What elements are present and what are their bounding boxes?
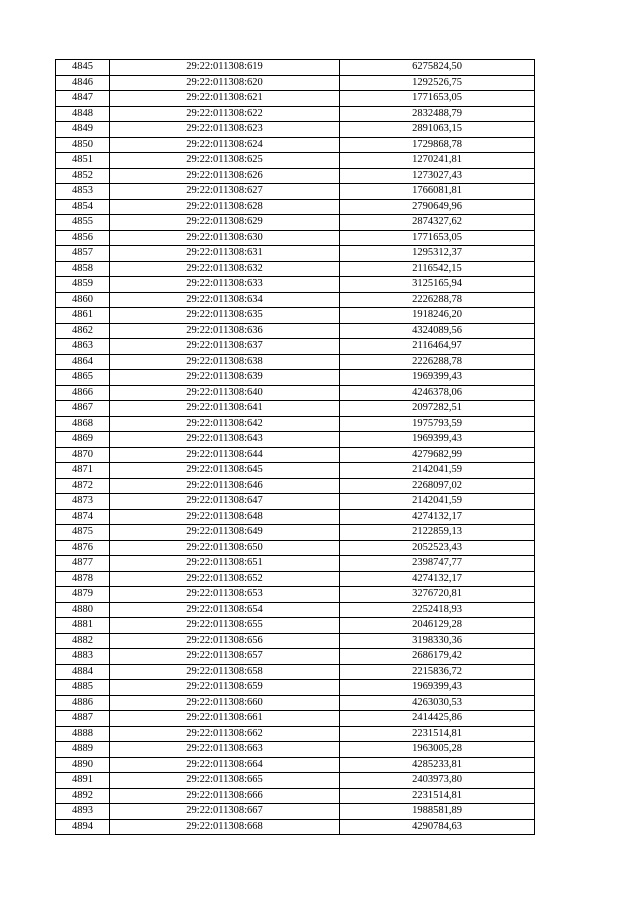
row-number-cell: 4877 bbox=[56, 556, 110, 572]
row-number-cell: 4894 bbox=[56, 819, 110, 835]
table-row bbox=[56, 494, 535, 510]
cadastral-value-cell: 4285233,81 bbox=[340, 757, 535, 773]
cadastral-value-cell: 2832488,79 bbox=[340, 106, 535, 122]
cadastral-number-cell: 29:22:011308:627 bbox=[110, 184, 340, 200]
cadastral-number-cell: 29:22:011308:644 bbox=[110, 447, 340, 463]
cadastral-number-cell: 29:22:011308:666 bbox=[110, 788, 340, 804]
row-number-cell: 4861 bbox=[56, 308, 110, 324]
table-row bbox=[56, 726, 535, 742]
table-row bbox=[56, 525, 535, 541]
row-number-cell: 4885 bbox=[56, 680, 110, 696]
cadastral-value-cell: 2226288,78 bbox=[340, 292, 535, 308]
table-row bbox=[56, 416, 535, 432]
cadastral-value-cell: 4274132,17 bbox=[340, 509, 535, 525]
cadastral-value-cell: 2874327,62 bbox=[340, 215, 535, 231]
table-row bbox=[56, 246, 535, 262]
cadastral-number-cell: 29:22:011308:626 bbox=[110, 168, 340, 184]
row-number-cell: 4873 bbox=[56, 494, 110, 510]
cadastral-number-cell: 29:22:011308:643 bbox=[110, 432, 340, 448]
table-row bbox=[56, 60, 535, 76]
table-body bbox=[56, 60, 535, 835]
cadastral-number-cell: 29:22:011308:619 bbox=[110, 60, 340, 76]
cadastral-value-cell: 1729868,78 bbox=[340, 137, 535, 153]
cadastral-value-cell: 2414425,86 bbox=[340, 711, 535, 727]
cadastral-number-cell: 29:22:011308:637 bbox=[110, 339, 340, 355]
table-row bbox=[56, 308, 535, 324]
cadastral-value-cell: 1988581,89 bbox=[340, 804, 535, 820]
table-row bbox=[56, 261, 535, 277]
cadastral-value-cell: 2142041,59 bbox=[340, 494, 535, 510]
cadastral-number-cell: 29:22:011308:656 bbox=[110, 633, 340, 649]
cadastral-number-cell: 29:22:011308:654 bbox=[110, 602, 340, 618]
cadastral-value-cell: 2116542,15 bbox=[340, 261, 535, 277]
cadastral-number-cell: 29:22:011308:647 bbox=[110, 494, 340, 510]
cadastral-value-cell: 2142041,59 bbox=[340, 463, 535, 479]
cadastral-number-cell: 29:22:011308:630 bbox=[110, 230, 340, 246]
cadastral-value-cell: 2252418,93 bbox=[340, 602, 535, 618]
table-row bbox=[56, 230, 535, 246]
table-row bbox=[56, 137, 535, 153]
row-number-cell: 4880 bbox=[56, 602, 110, 618]
cadastral-number-cell: 29:22:011308:642 bbox=[110, 416, 340, 432]
cadastral-value-cell: 1918246,20 bbox=[340, 308, 535, 324]
cadastral-value-cell: 2231514,81 bbox=[340, 788, 535, 804]
cadastral-number-cell: 29:22:011308:635 bbox=[110, 308, 340, 324]
table-row bbox=[56, 819, 535, 835]
table-row bbox=[56, 711, 535, 727]
table-row bbox=[56, 602, 535, 618]
row-number-cell: 4879 bbox=[56, 587, 110, 603]
cadastral-value-cell: 2046129,28 bbox=[340, 618, 535, 634]
table-row bbox=[56, 773, 535, 789]
row-number-cell: 4847 bbox=[56, 91, 110, 107]
table-row bbox=[56, 215, 535, 231]
cadastral-number-cell: 29:22:011308:660 bbox=[110, 695, 340, 711]
row-number-cell: 4867 bbox=[56, 401, 110, 417]
cadastral-number-cell: 29:22:011308:659 bbox=[110, 680, 340, 696]
cadastral-number-cell: 29:22:011308:648 bbox=[110, 509, 340, 525]
cadastral-value-cell: 4263030,53 bbox=[340, 695, 535, 711]
row-number-cell: 4858 bbox=[56, 261, 110, 277]
cadastral-number-cell: 29:22:011308:662 bbox=[110, 726, 340, 742]
cadastral-value-cell: 2268097,02 bbox=[340, 478, 535, 494]
cadastral-number-cell: 29:22:011308:625 bbox=[110, 153, 340, 169]
cadastral-number-cell: 29:22:011308:651 bbox=[110, 556, 340, 572]
cadastral-value-cell: 1969399,43 bbox=[340, 432, 535, 448]
table-row bbox=[56, 91, 535, 107]
cadastral-value-cell: 2226288,78 bbox=[340, 354, 535, 370]
cadastral-number-cell: 29:22:011308:623 bbox=[110, 122, 340, 138]
table-row bbox=[56, 509, 535, 525]
row-number-cell: 4859 bbox=[56, 277, 110, 293]
table-row bbox=[56, 804, 535, 820]
table-row bbox=[56, 649, 535, 665]
row-number-cell: 4893 bbox=[56, 804, 110, 820]
table-row bbox=[56, 463, 535, 479]
row-number-cell: 4886 bbox=[56, 695, 110, 711]
cadastral-number-cell: 29:22:011308:636 bbox=[110, 323, 340, 339]
cadastral-number-cell: 29:22:011308:632 bbox=[110, 261, 340, 277]
table-row bbox=[56, 447, 535, 463]
row-number-cell: 4884 bbox=[56, 664, 110, 680]
row-number-cell: 4860 bbox=[56, 292, 110, 308]
row-number-cell: 4871 bbox=[56, 463, 110, 479]
cadastral-number-cell: 29:22:011308:622 bbox=[110, 106, 340, 122]
cadastral-number-cell: 29:22:011308:640 bbox=[110, 385, 340, 401]
row-number-cell: 4862 bbox=[56, 323, 110, 339]
table-row bbox=[56, 370, 535, 386]
cadastral-value-cell: 2686179,42 bbox=[340, 649, 535, 665]
cadastral-value-cell: 6275824,50 bbox=[340, 60, 535, 76]
cadastral-number-cell: 29:22:011308:657 bbox=[110, 649, 340, 665]
table-row bbox=[56, 571, 535, 587]
row-number-cell: 4868 bbox=[56, 416, 110, 432]
row-number-cell: 4865 bbox=[56, 370, 110, 386]
cadastral-number-cell: 29:22:011308:655 bbox=[110, 618, 340, 634]
cadastral-value-cell: 1969399,43 bbox=[340, 370, 535, 386]
row-number-cell: 4889 bbox=[56, 742, 110, 758]
cadastral-value-cell: 1273027,43 bbox=[340, 168, 535, 184]
row-number-cell: 4864 bbox=[56, 354, 110, 370]
cadastral-number-cell: 29:22:011308:628 bbox=[110, 199, 340, 215]
cadastral-number-cell: 29:22:011308:646 bbox=[110, 478, 340, 494]
cadastral-number-cell: 29:22:011308:652 bbox=[110, 571, 340, 587]
table-row bbox=[56, 75, 535, 91]
row-number-cell: 4890 bbox=[56, 757, 110, 773]
row-number-cell: 4849 bbox=[56, 122, 110, 138]
table-row bbox=[56, 153, 535, 169]
row-number-cell: 4850 bbox=[56, 137, 110, 153]
cadastral-value-cell: 3125165,94 bbox=[340, 277, 535, 293]
row-number-cell: 4876 bbox=[56, 540, 110, 556]
cadastral-value-cell: 2052523,43 bbox=[340, 540, 535, 556]
table-row bbox=[56, 788, 535, 804]
cadastral-number-cell: 29:22:011308:650 bbox=[110, 540, 340, 556]
table-row bbox=[56, 556, 535, 572]
cadastral-number-cell: 29:22:011308:639 bbox=[110, 370, 340, 386]
cadastral-value-cell: 4274132,17 bbox=[340, 571, 535, 587]
cadastral-number-cell: 29:22:011308:658 bbox=[110, 664, 340, 680]
cadastral-number-cell: 29:22:011308:634 bbox=[110, 292, 340, 308]
table-row bbox=[56, 385, 535, 401]
cadastral-number-cell: 29:22:011308:663 bbox=[110, 742, 340, 758]
table-row bbox=[56, 122, 535, 138]
cadastral-value-cell: 4279682,99 bbox=[340, 447, 535, 463]
cadastral-value-cell: 4324089,56 bbox=[340, 323, 535, 339]
row-number-cell: 4882 bbox=[56, 633, 110, 649]
row-number-cell: 4888 bbox=[56, 726, 110, 742]
row-number-cell: 4891 bbox=[56, 773, 110, 789]
cadastral-value-cell: 2398747,77 bbox=[340, 556, 535, 572]
cadastral-number-cell: 29:22:011308:668 bbox=[110, 819, 340, 835]
row-number-cell: 4872 bbox=[56, 478, 110, 494]
table-row bbox=[56, 664, 535, 680]
cadastral-value-cell: 1292526,75 bbox=[340, 75, 535, 91]
cadastral-value-cell: 1295312,37 bbox=[340, 246, 535, 262]
cadastral-number-cell: 29:22:011308:631 bbox=[110, 246, 340, 262]
cadastral-number-cell: 29:22:011308:620 bbox=[110, 75, 340, 91]
cadastral-value-cell: 4246378,06 bbox=[340, 385, 535, 401]
cadastral-value-cell: 2122859,13 bbox=[340, 525, 535, 541]
cadastral-value-cell: 2891063,15 bbox=[340, 122, 535, 138]
table-row bbox=[56, 323, 535, 339]
table-row bbox=[56, 168, 535, 184]
cadastral-value-cell: 1771653,05 bbox=[340, 230, 535, 246]
row-number-cell: 4846 bbox=[56, 75, 110, 91]
row-number-cell: 4869 bbox=[56, 432, 110, 448]
row-number-cell: 4881 bbox=[56, 618, 110, 634]
cadastral-value-cell: 1766081,81 bbox=[340, 184, 535, 200]
cadastral-number-cell: 29:22:011308:653 bbox=[110, 587, 340, 603]
row-number-cell: 4878 bbox=[56, 571, 110, 587]
table-row bbox=[56, 432, 535, 448]
table-row bbox=[56, 277, 535, 293]
row-number-cell: 4848 bbox=[56, 106, 110, 122]
row-number-cell: 4866 bbox=[56, 385, 110, 401]
cadastral-value-cell: 1270241,81 bbox=[340, 153, 535, 169]
cadastral-value-cell: 1771653,05 bbox=[340, 91, 535, 107]
cadastral-number-cell: 29:22:011308:645 bbox=[110, 463, 340, 479]
cadastral-number-cell: 29:22:011308:661 bbox=[110, 711, 340, 727]
row-number-cell: 4887 bbox=[56, 711, 110, 727]
table-row bbox=[56, 633, 535, 649]
table-row bbox=[56, 478, 535, 494]
cadastral-value-cell: 4290784,63 bbox=[340, 819, 535, 835]
cadastral-value-cell: 2403973,80 bbox=[340, 773, 535, 789]
table-row bbox=[56, 695, 535, 711]
cadastral-value-table bbox=[55, 59, 535, 835]
table-row bbox=[56, 680, 535, 696]
row-number-cell: 4874 bbox=[56, 509, 110, 525]
row-number-cell: 4854 bbox=[56, 199, 110, 215]
cadastral-value-cell: 3276720,81 bbox=[340, 587, 535, 603]
cadastral-number-cell: 29:22:011308:633 bbox=[110, 277, 340, 293]
row-number-cell: 4856 bbox=[56, 230, 110, 246]
cadastral-number-cell: 29:22:011308:649 bbox=[110, 525, 340, 541]
table-row bbox=[56, 401, 535, 417]
row-number-cell: 4852 bbox=[56, 168, 110, 184]
cadastral-number-cell: 29:22:011308:665 bbox=[110, 773, 340, 789]
cadastral-value-cell: 1975793,59 bbox=[340, 416, 535, 432]
table-row bbox=[56, 587, 535, 603]
cadastral-number-cell: 29:22:011308:621 bbox=[110, 91, 340, 107]
row-number-cell: 4883 bbox=[56, 649, 110, 665]
cadastral-value-cell: 1963005,28 bbox=[340, 742, 535, 758]
row-number-cell: 4875 bbox=[56, 525, 110, 541]
cadastral-value-cell: 2790649,96 bbox=[340, 199, 535, 215]
table-row bbox=[56, 184, 535, 200]
cadastral-value-cell: 3198330,36 bbox=[340, 633, 535, 649]
cadastral-number-cell: 29:22:011308:624 bbox=[110, 137, 340, 153]
table-row bbox=[56, 354, 535, 370]
table-row bbox=[56, 757, 535, 773]
cadastral-number-cell: 29:22:011308:629 bbox=[110, 215, 340, 231]
cadastral-number-cell: 29:22:011308:638 bbox=[110, 354, 340, 370]
table-row bbox=[56, 742, 535, 758]
cadastral-value-cell: 2231514,81 bbox=[340, 726, 535, 742]
table-row bbox=[56, 106, 535, 122]
row-number-cell: 4892 bbox=[56, 788, 110, 804]
row-number-cell: 4855 bbox=[56, 215, 110, 231]
cadastral-number-cell: 29:22:011308:641 bbox=[110, 401, 340, 417]
row-number-cell: 4845 bbox=[56, 60, 110, 76]
table-row bbox=[56, 618, 535, 634]
row-number-cell: 4851 bbox=[56, 153, 110, 169]
cadastral-number-cell: 29:22:011308:664 bbox=[110, 757, 340, 773]
row-number-cell: 4853 bbox=[56, 184, 110, 200]
table-row bbox=[56, 292, 535, 308]
row-number-cell: 4870 bbox=[56, 447, 110, 463]
cadastral-value-cell: 2215836,72 bbox=[340, 664, 535, 680]
table-row bbox=[56, 540, 535, 556]
row-number-cell: 4857 bbox=[56, 246, 110, 262]
row-number-cell: 4863 bbox=[56, 339, 110, 355]
table-row bbox=[56, 199, 535, 215]
cadastral-value-cell: 2097282,51 bbox=[340, 401, 535, 417]
cadastral-number-cell: 29:22:011308:667 bbox=[110, 804, 340, 820]
cadastral-value-cell: 1969399,43 bbox=[340, 680, 535, 696]
table-row bbox=[56, 339, 535, 355]
cadastral-value-cell: 2116464,97 bbox=[340, 339, 535, 355]
